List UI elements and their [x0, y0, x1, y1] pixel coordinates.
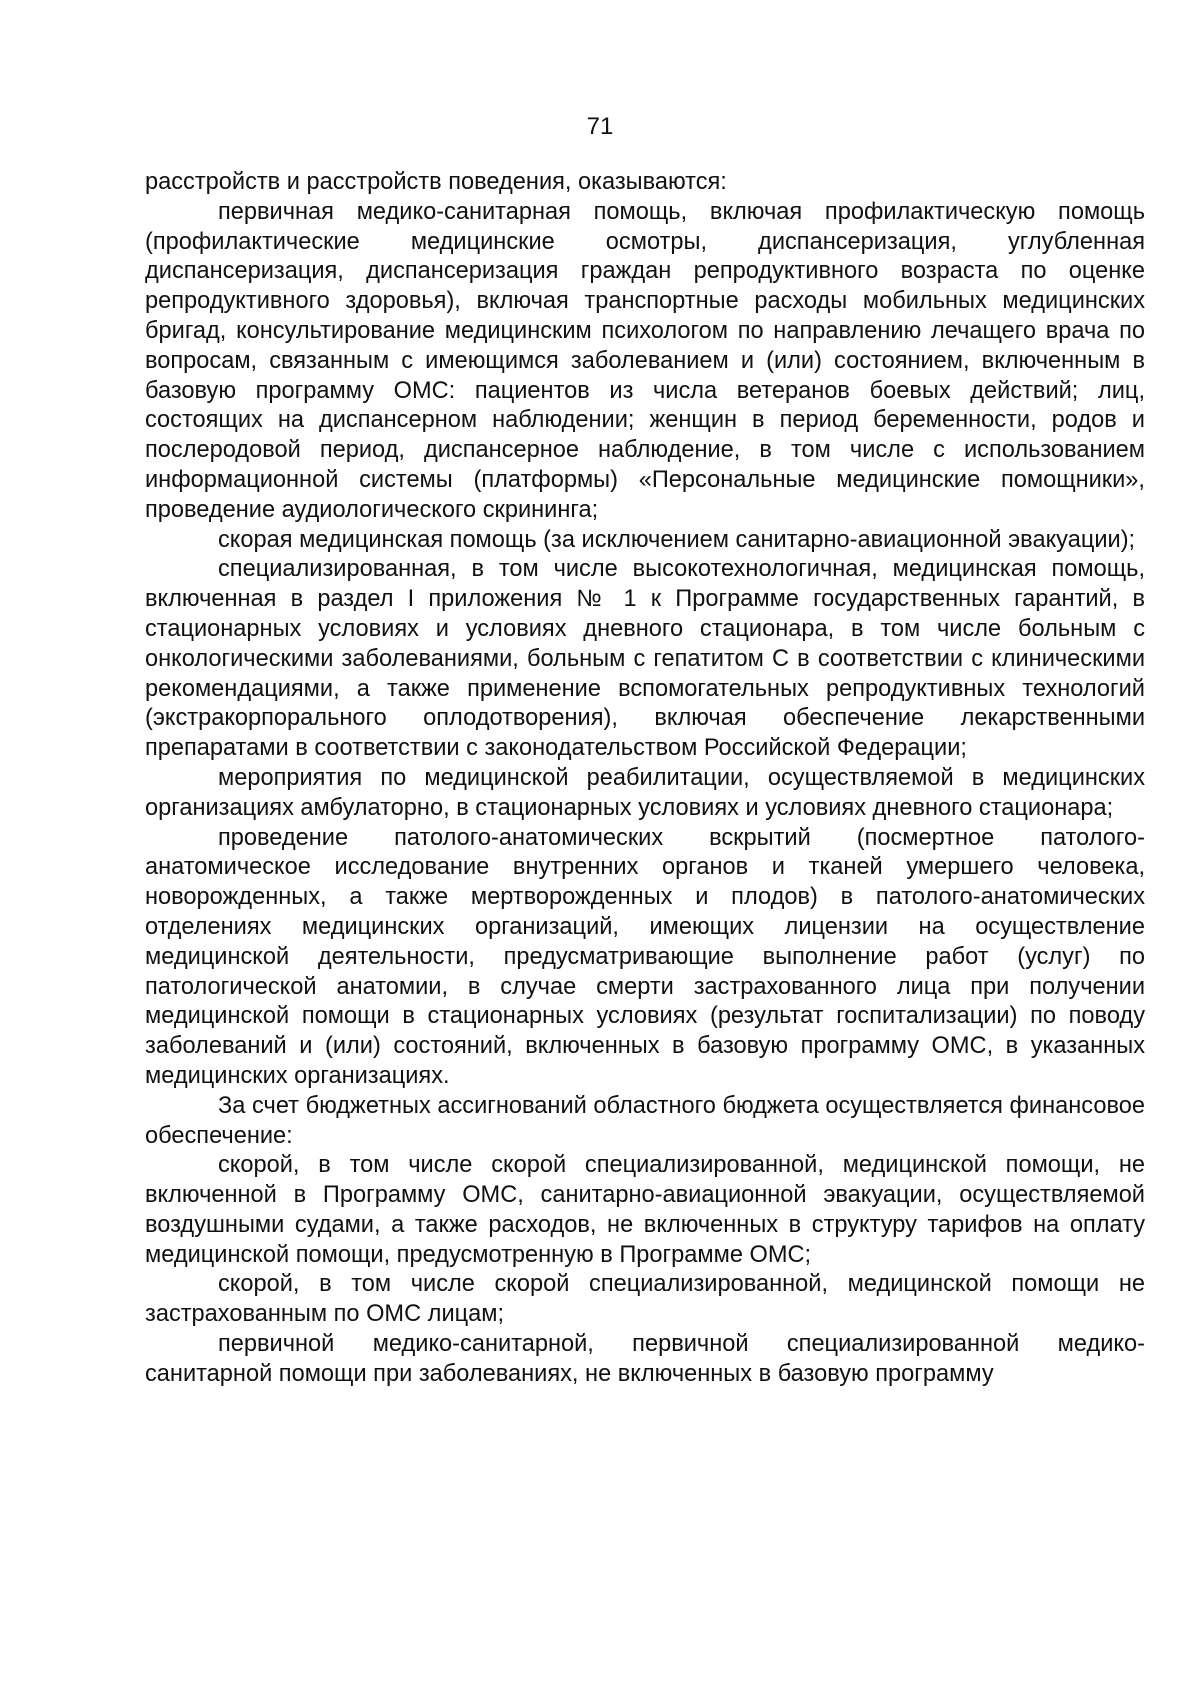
paragraph: скорая медицинская помощь (за исключением санитарно-авиационной эвакуации); — [218, 526, 1136, 553]
paragraph: первичной медико-санитарной, первичной специализированной медико-санитарной помощи при заболеваниях, не включенных в базовую программу — [145, 1331, 1145, 1387]
document-body — [145, 168, 1145, 1390]
page-number: 71 — [586, 113, 614, 140]
paragraph: проведение патолого-анатомических вскрытий (посмертное патолого-анатомическое исследование внутренних органов и тканей умершего человека, новорожденных, а также мертворожденных и плодов) в патолого-анатомических отделениях медицинских организаций, имеющих лицензии на осуществление медицинской деятельности, предусматривающие выполнение работ (услуг) по патологической анатомии, в случае смерти застрахованного лица при получении медицинской помощи в стационарных условиях (результат госпитализации) по поводу заболеваний и (или) состояний, включенных в базовую программу ОМС, в указанных медицинских организациях. — [145, 824, 1145, 1089]
paragraph: скорой, в том числе скорой специализированной, медицинской помощи, не включенной в Программу ОМС, санитарно-авиационной эвакуации, осуществляемой воздушными судами, а также расходов, не включенных в структуру тарифов на оплату медицинской помощи, предусмотренную в Программе ОМС; — [145, 1152, 1145, 1268]
paragraph: первичная медико-санитарная помощь, включая профилактическую помощь (профилактические медицинские осмотры, диспансеризация, углубленная диспансеризация, диспансеризация граждан репродуктивного возраста по оценке репродуктивного здоровья), включая транспортные расходы мобильных медицинских бригад, консультирование медицинским психологом по направлению лечащего врача по вопросам, связанным с имеющимся заболеванием и (или) состоянием, включенным в базовую программу ОМС: пациентов из числа ветеранов боевых действий; лиц, состоящих на диспансерном наблюдении; женщин в период беременности, родов и послеродовой период, диспансерное наблюдение, в том числе с использованием информационной системы (платформы) «Персональные медицинские помощники», проведение аудиологического скрининга; — [145, 198, 1145, 523]
paragraph: расстройств и расстройств поведения, оказываются: — [145, 169, 727, 195]
paragraph: За счет бюджетных ассигнований областного бюджета осуществляется финансовое обеспечение: — [145, 1092, 1145, 1149]
paragraph: специализированная, в том числе высокотехнологичная, медицинская помощь, включенная в раздел I приложения № 1 к Программе государственных гарантий, в стационарных условиях и условиях дневного стационара, в том числе больным с онкологическими заболеваниями, больным с гепатитом С в соответствии с клиническими рекомендациями, а также применение вспомогательных репродуктивных технологий (экстракорпорального оплодотворения), включая обеспечение лекарственными препаратами в соответствии с законодательством Российской Федерации; — [145, 556, 1145, 762]
paragraph: скорой, в том числе скорой специализированной, медицинской помощи не застрахованным по ОМС лицам; — [145, 1271, 1145, 1328]
paragraph: мероприятия по медицинской реабилитации, осуществляемой в медицинских организациях амбулаторно, в стационарных условиях и условиях дневного стационара; — [145, 764, 1145, 821]
